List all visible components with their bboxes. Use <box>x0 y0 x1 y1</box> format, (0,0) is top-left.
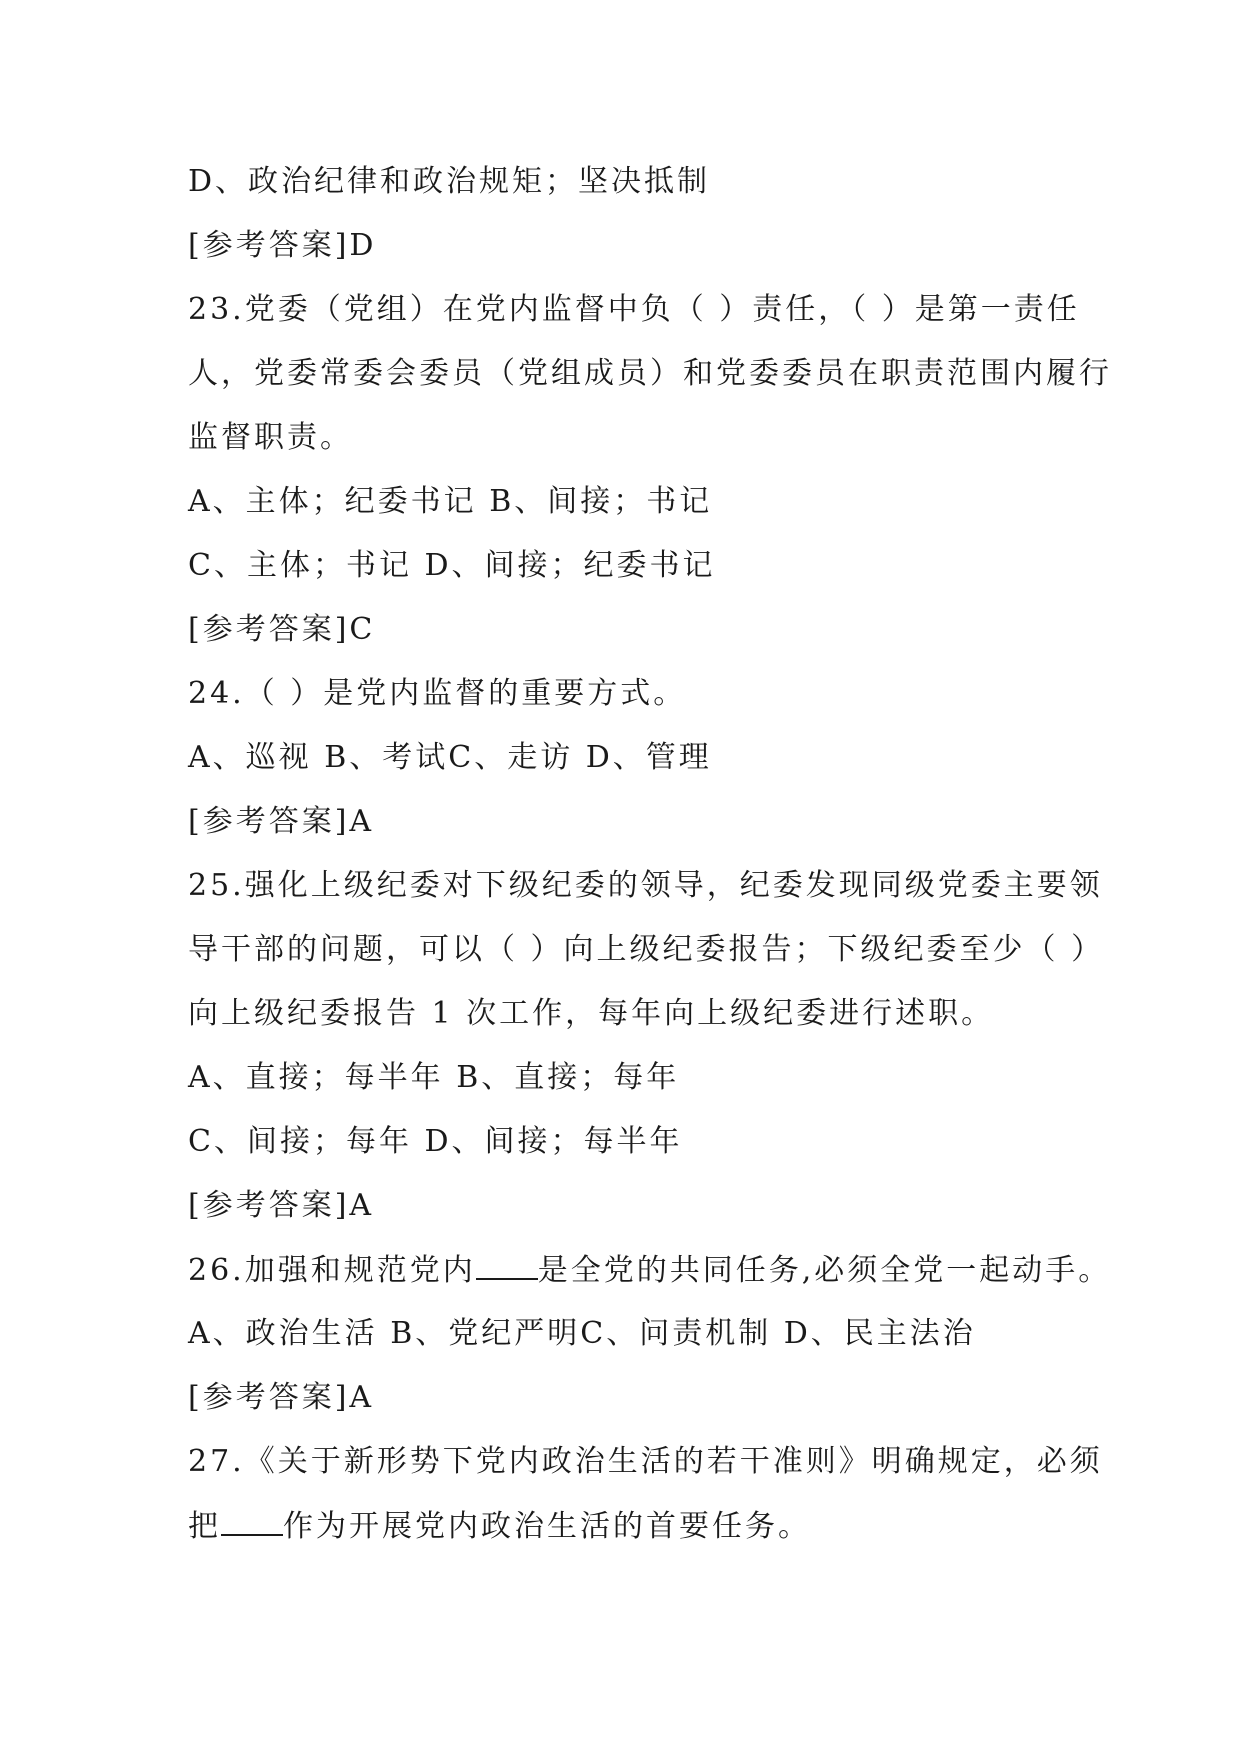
question-27-line-1: 27.《关于新形势下党内政治生活的若干准则》明确规定，必须 <box>188 1444 1103 1479</box>
question-23-line-3: 监督职责。 <box>188 420 353 455</box>
option-line: A、巡视 B、考试C、走访 D、管理 <box>188 740 712 775</box>
answer-line: [参考答案]A <box>188 1380 375 1415</box>
question-25-line-1: 25.强化上级纪委对下级纪委的领导，纪委发现同级党委主要领 <box>188 868 1103 903</box>
question-25-line-2: 导干部的问题，可以（ ）向上级纪委报告；下级纪委至少（ ） <box>188 932 1105 967</box>
question-27-line-2 <box>188 1506 1088 1547</box>
question-26-text-start: 26.加强和规范党内 <box>188 1253 476 1288</box>
answer-line: [参考答案]C <box>188 612 376 647</box>
question-23-line-2: 人，党委常委会委员（党组成员）和党委委员在职责范围内履行 <box>188 356 1112 391</box>
question-27-text-start: 把 <box>188 1509 221 1544</box>
answer-line: [参考答案]A <box>188 804 375 839</box>
question-27-text-end: 作为开展党内政治生活的首要任务。 <box>283 1509 811 1544</box>
question-26-line <box>188 1250 1112 1291</box>
answer-line: [参考答案]A <box>188 1188 375 1223</box>
option-line: A、主体；纪委书记 B、间接；书记 <box>188 484 713 519</box>
fill-in-blank <box>476 1250 538 1280</box>
answer-line: [参考答案]D <box>188 228 377 263</box>
fill-in-blank <box>221 1506 283 1536</box>
option-line: C、主体；书记 D、间接；纪委书记 <box>188 548 716 583</box>
question-24-line: 24.（ ）是党内监督的重要方式。 <box>188 676 687 711</box>
option-line: A、政治生活 B、党纪严明C、问责机制 D、民主法治 <box>188 1316 976 1351</box>
question-23-line-1: 23.党委（党组）在党内监督中负（ ）责任，（ ）是第一责任 <box>188 292 1080 327</box>
question-25-line-3: 向上级纪委报告 1 次工作，每年向上级纪委进行述职。 <box>188 996 995 1031</box>
option-line: D、政治纪律和政治规矩；坚决抵制 <box>188 164 711 199</box>
option-line: C、间接；每年 D、间接；每半年 <box>188 1124 683 1159</box>
option-line: A、直接；每半年 B、直接；每年 <box>188 1060 680 1095</box>
question-26-text-end: 是全党的共同任务,必须全党一起动手。 <box>537 1253 1112 1288</box>
